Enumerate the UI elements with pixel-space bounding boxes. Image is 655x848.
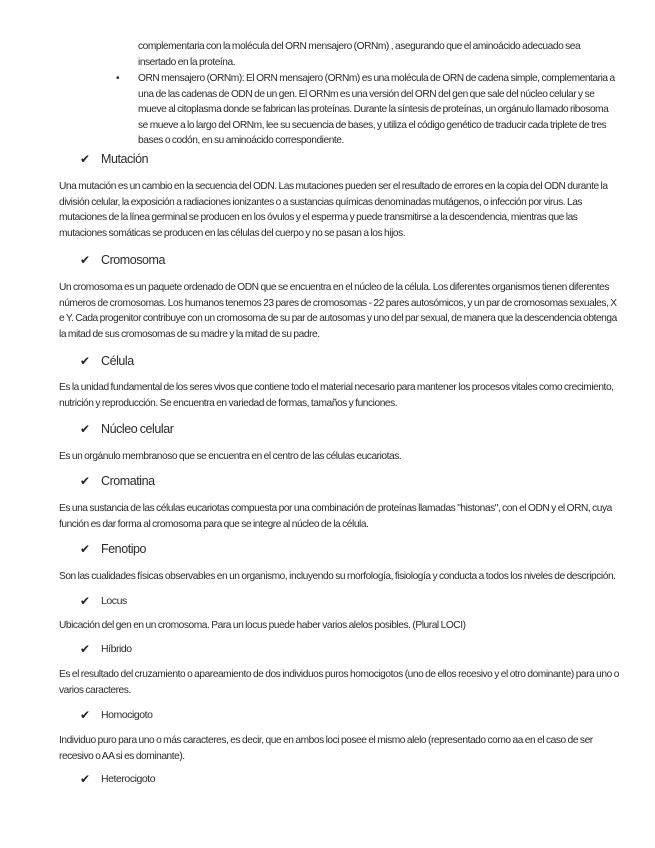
- check-icon: ✔: [80, 594, 90, 608]
- heading-cromosoma: [80, 253, 165, 267]
- check-icon: ✔: [80, 542, 90, 556]
- heading-locus: [80, 594, 127, 608]
- heading-text: Cromosoma: [101, 253, 166, 267]
- check-icon: ✔: [80, 152, 90, 166]
- heading-text: Célula: [101, 354, 134, 368]
- heading-nucleo-celular: [80, 422, 173, 436]
- heading-text: Cromatina: [101, 474, 155, 488]
- heading-heterocigoto: [80, 772, 155, 786]
- check-icon: ✔: [80, 474, 90, 488]
- heading-text: Híbrido: [101, 643, 132, 655]
- paragraph-celula: Es la unidad fundamental de los seres vivos que contiene todo el material necesario para mantener los procesos vitales como crecimiento, nutrición y reproducción. Se encuentra en variedad de formas, tamaños y funciones.: [59, 382, 614, 409]
- bullet-item-ornm: [116, 71, 616, 149]
- heading-cromatina: [80, 474, 155, 488]
- check-icon: ✔: [80, 422, 90, 436]
- heading-text: Homocigoto: [101, 709, 153, 721]
- heading-mutacion: [80, 152, 148, 166]
- heading-text: Mutación: [101, 152, 149, 166]
- heading-homocigoto: [80, 708, 153, 722]
- paragraph-mutacion: Una mutación es un cambio en la secuencia del ODN. Las mutaciones pueden ser el resultado de errores en la copia del ODN durante la división celular, la exposición a radiaciones ionizantes o a sustancias químicas denominadas mutágenos, o infección por virus. Las mutaciones de la línea germinal se producen en los óvulos y el esperma y puede transmitirse a la descendencia, mientras que las mutaciones somáticas se producen en las células del cuerpo y no se pasan a los hijos.: [59, 181, 608, 239]
- paragraph-hibrido: Es el resultado del cruzamiento o apareamiento de dos individuos puros homocigotos (uno de ellos recesivo y el otro dominante) para uno o varios caracteres.: [59, 669, 619, 696]
- paragraph-cromosoma: Un cromosoma es un paquete ordenado de ODN que se encuentra en el núcleo de la célula. Los diferentes organismos tienen diferentes números de cromosomas. Los humanos tenemos 23 pares de cromosomas - 22 pares autosómicos, y un par de cromosomas sexuales, X e Y. Cada progenitor contribuye con un cromosoma de su par de autosomas y uno del par sexual, de manera que la descendencia obtenga la mitad de sus cromosomas de su madre y la mitad de su padre.: [59, 282, 617, 340]
- heading-text: Fenotipo: [101, 542, 147, 556]
- check-icon: ✔: [80, 253, 90, 267]
- heading-text: Locus: [101, 595, 127, 607]
- check-icon: ✔: [80, 354, 90, 368]
- check-icon: ✔: [80, 708, 90, 722]
- paragraph-fenotipo: Son las cualidades físicas observables en un organismo, incluyendo su morfología, fisiología y conducta a todos los niveles de descripción.: [59, 571, 616, 582]
- bullet-marker: •: [116, 73, 120, 84]
- intro-paragraph: complementaria con la molécula del ORN mensajero (ORNm) , asegurando que el aminoácido adecuado sea insertado en la proteína.: [138, 41, 581, 68]
- heading-hibrido: [80, 642, 132, 656]
- paragraph-homocigoto: Individuo puro para uno o más caracteres, es decir, que en ambos loci posee el mismo alelo (representado como aa en el caso de ser recesivo o AA si es dominante).: [59, 735, 593, 762]
- check-icon: ✔: [80, 642, 90, 656]
- paragraph-nucleo-celular: Es un orgánulo membranoso que se encuentra en el centro de las células eucariotas.: [59, 451, 402, 462]
- paragraph-cromatina: Es una sustancia de las células eucariotas compuesta por una combinación de proteínas llamadas "histonas", con el ODN y el ORN, cuya función es dar forma al cromosoma para que se integre al núcleo de la célula.: [59, 503, 612, 530]
- paragraph-locus: Ubicación del gen en un cromosoma. Para un locus puede haber varios alelos posibles. (Plural LOCI): [59, 620, 466, 631]
- check-icon: ✔: [80, 772, 90, 786]
- heading-celula: [80, 354, 134, 368]
- bullet-text: ORN mensajero (ORNm): El ORN mensajero (ORNm) es una molécula de ORN de cadena simple, complementaria a una de las cadenas de ODN de un gen. El ORNm es una versión del ORN del gen que sale del núcleo celular y se mueve al citoplasma donde se fabrican las proteínas. Durante la síntesis de proteínas, un orgánulo llamado ribosoma se mueve a lo largo del ORNm, lee su secuencia de bases, y utiliza el código genético de traducir cada triplete de tres bases o codón, en su aminoácido correspondiente.: [138, 73, 615, 147]
- heading-text: Núcleo celular: [101, 422, 174, 436]
- heading-fenotipo: [80, 542, 146, 556]
- heading-text: Heterocigoto: [101, 773, 156, 785]
